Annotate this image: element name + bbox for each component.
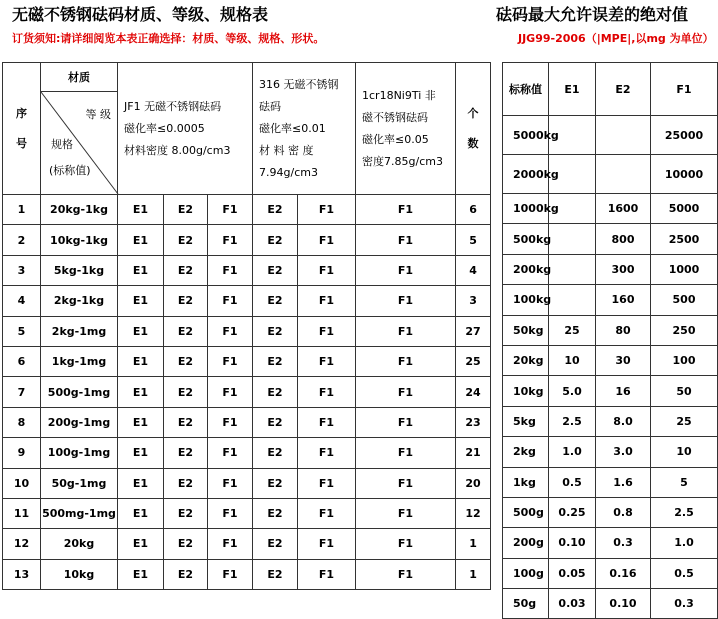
table-cell: E1 xyxy=(118,468,164,498)
table-cell: F1 xyxy=(356,255,456,285)
table-cell: E1 xyxy=(118,286,164,316)
table-cell: E2 xyxy=(253,407,298,437)
table-cell xyxy=(596,116,651,155)
table-cell: E2 xyxy=(164,286,208,316)
table-cell: 30 xyxy=(596,345,651,375)
table-cell: 5 xyxy=(3,316,41,346)
table-row xyxy=(503,558,718,588)
table-cell: 6 xyxy=(456,195,491,225)
table-cell: 250 xyxy=(651,315,718,345)
table-row xyxy=(3,346,491,376)
table-cell: 1 xyxy=(456,529,491,559)
table-cell: 5000kg xyxy=(503,116,549,155)
table-cell: F1 xyxy=(298,195,356,225)
table-cell: 500kg xyxy=(503,224,549,254)
table-cell: 10kg xyxy=(41,559,118,589)
table-cell: 25 xyxy=(549,315,596,345)
table-row xyxy=(503,116,718,155)
table-row xyxy=(503,254,718,284)
table-cell: E1 xyxy=(118,377,164,407)
table-cell: 4 xyxy=(3,286,41,316)
table-cell: 10kg-1kg xyxy=(41,225,118,255)
table-cell: 20 xyxy=(456,468,491,498)
table-cell: 10000 xyxy=(651,155,718,194)
table-cell: F1 xyxy=(356,468,456,498)
table-cell: F1 xyxy=(298,498,356,528)
material-1cr18ni9ti: 1cr18Ni9Ti 非 磁不锈钢砝码 磁化率≤0.05 密度7.85g/cm3 xyxy=(356,63,456,195)
table-cell: 100g-1mg xyxy=(41,438,118,468)
table-cell: F1 xyxy=(208,529,253,559)
table-row xyxy=(3,195,491,225)
table-cell: E2 xyxy=(253,286,298,316)
table-cell: E2 xyxy=(164,529,208,559)
table-cell: 25000 xyxy=(651,116,718,155)
table-cell: 1.6 xyxy=(596,467,651,497)
table-cell: E2 xyxy=(253,498,298,528)
material-header: 材质 xyxy=(41,63,118,92)
table-cell: 12 xyxy=(3,529,41,559)
table-cell: F1 xyxy=(356,377,456,407)
table-row xyxy=(3,377,491,407)
table-cell: F1 xyxy=(208,377,253,407)
table-cell: E1 xyxy=(118,255,164,285)
table-cell: 500 xyxy=(651,285,718,315)
table-cell: 20kg xyxy=(41,529,118,559)
table-cell: E2 xyxy=(164,255,208,285)
table-row xyxy=(3,286,491,316)
table-row xyxy=(503,224,718,254)
table-cell: 1600 xyxy=(596,194,651,224)
grade-spec-header: 等 级 规格 (标称值) xyxy=(41,92,118,195)
table-cell: F1 xyxy=(298,255,356,285)
table-cell: 2000kg xyxy=(503,155,549,194)
table-cell: 50g-1mg xyxy=(41,468,118,498)
table-cell: 24 xyxy=(456,377,491,407)
table-cell: E2 xyxy=(253,346,298,376)
table-cell: 1000kg xyxy=(503,194,549,224)
table-cell: 0.25 xyxy=(549,497,596,527)
table-cell: 800 xyxy=(596,224,651,254)
table-cell xyxy=(549,254,596,284)
table-cell: 2kg xyxy=(503,437,549,467)
table-cell: E1 xyxy=(118,316,164,346)
table-cell: 3 xyxy=(3,255,41,285)
table-cell: 2kg-1kg xyxy=(41,286,118,316)
table-cell: 1 xyxy=(3,195,41,225)
table-cell: 2 xyxy=(3,225,41,255)
table-cell: E1 xyxy=(118,225,164,255)
table-cell: 20kg xyxy=(503,345,549,375)
table-cell: 500g xyxy=(503,497,549,527)
material-316: 316 无磁不锈钢 砝码 磁化率≤0.01 材 料 密 度 7.94g/cm3 xyxy=(253,63,356,195)
table-cell: 0.5 xyxy=(651,558,718,588)
table-cell: F1 xyxy=(356,529,456,559)
table-cell: F1 xyxy=(298,468,356,498)
table-cell: E2 xyxy=(253,438,298,468)
table-row xyxy=(3,529,491,559)
table-cell: F1 xyxy=(356,195,456,225)
table-cell: F1 xyxy=(298,316,356,346)
table-cell: 8.0 xyxy=(596,406,651,436)
table-cell: 3 xyxy=(456,286,491,316)
table-row xyxy=(503,528,718,558)
table-cell: 0.10 xyxy=(549,528,596,558)
table-cell: E2 xyxy=(164,559,208,589)
table-cell: 5kg-1kg xyxy=(41,255,118,285)
table-cell: E2 xyxy=(164,346,208,376)
table-cell: 5.0 xyxy=(549,376,596,406)
table-cell: F1 xyxy=(356,225,456,255)
table-cell: 16 xyxy=(596,376,651,406)
table-cell: 27 xyxy=(456,316,491,346)
table-cell: 80 xyxy=(596,315,651,345)
table-row xyxy=(503,589,718,619)
table-row xyxy=(3,255,491,285)
table-cell: 12 xyxy=(456,498,491,528)
table-row xyxy=(503,194,718,224)
table-cell: 20kg-1kg xyxy=(41,195,118,225)
table-cell: 0.3 xyxy=(651,589,718,619)
table-cell: 5 xyxy=(651,467,718,497)
table-cell: 23 xyxy=(456,407,491,437)
table-cell: F1 xyxy=(208,225,253,255)
table-cell: 100 xyxy=(651,345,718,375)
table-cell: E2 xyxy=(164,468,208,498)
table-cell: 50g xyxy=(503,589,549,619)
table-cell: F1 xyxy=(208,346,253,376)
table-cell: E2 xyxy=(253,316,298,346)
table-row xyxy=(503,315,718,345)
count-header: 个数 xyxy=(456,63,491,195)
table-cell: E1 xyxy=(118,559,164,589)
table-cell: 0.3 xyxy=(596,528,651,558)
table-cell: E2 xyxy=(253,377,298,407)
table-cell: F1 xyxy=(208,316,253,346)
table-cell: E2 xyxy=(164,195,208,225)
table-cell: 7 xyxy=(3,377,41,407)
table-cell: E2 xyxy=(253,468,298,498)
table-cell: E1 xyxy=(118,438,164,468)
table-cell: 10 xyxy=(3,468,41,498)
table-cell: 100g xyxy=(503,558,549,588)
spec-table xyxy=(2,62,491,590)
table-cell: 5000 xyxy=(651,194,718,224)
table-cell: F1 xyxy=(356,407,456,437)
table-row xyxy=(3,498,491,528)
table-row xyxy=(503,467,718,497)
table-cell: 6 xyxy=(3,346,41,376)
table-cell: 50kg xyxy=(503,315,549,345)
table-cell: F1 xyxy=(298,438,356,468)
table-cell: 13 xyxy=(3,559,41,589)
order-note: 订货须知:请详细阅览本表正确选择：材质、等级、规格、形状。 xyxy=(12,32,325,45)
table-cell: 10 xyxy=(549,345,596,375)
table-cell: E2 xyxy=(164,438,208,468)
table-cell: F1 xyxy=(208,255,253,285)
table-row xyxy=(503,285,718,315)
table-cell: 2.5 xyxy=(651,497,718,527)
table-cell: 1.0 xyxy=(651,528,718,558)
table-cell: 25 xyxy=(651,406,718,436)
table-cell: E2 xyxy=(253,529,298,559)
table-cell: E1 xyxy=(118,498,164,528)
table-cell: E2 xyxy=(164,407,208,437)
table-row xyxy=(3,407,491,437)
table-cell: 1000 xyxy=(651,254,718,284)
table-cell: F1 xyxy=(298,225,356,255)
table-cell: E2 xyxy=(253,559,298,589)
header-e2: E2 xyxy=(596,63,651,116)
table-row xyxy=(503,345,718,375)
table-cell: F1 xyxy=(356,346,456,376)
table-cell: F1 xyxy=(298,559,356,589)
table-row xyxy=(503,497,718,527)
table-cell: 25 xyxy=(456,346,491,376)
table-cell: 0.16 xyxy=(596,558,651,588)
header-e1: E1 xyxy=(549,63,596,116)
table-cell: 4 xyxy=(456,255,491,285)
table-cell: F1 xyxy=(298,407,356,437)
table-cell: 11 xyxy=(3,498,41,528)
header-f1: F1 xyxy=(651,63,718,116)
table-cell: 8 xyxy=(3,407,41,437)
table-cell: E2 xyxy=(253,195,298,225)
table-row xyxy=(3,316,491,346)
table-cell: 200g-1mg xyxy=(41,407,118,437)
table-cell: 200kg xyxy=(503,254,549,284)
table-cell: 0.8 xyxy=(596,497,651,527)
table-cell: F1 xyxy=(208,498,253,528)
table-cell: 0.5 xyxy=(549,467,596,497)
table-cell: E1 xyxy=(118,529,164,559)
table-cell: E2 xyxy=(253,225,298,255)
table-cell: E1 xyxy=(118,407,164,437)
table-cell: E1 xyxy=(118,195,164,225)
table-cell: F1 xyxy=(208,286,253,316)
mpe-note: JJG99-2006（|MPE|,以mg 为单位） xyxy=(518,32,714,45)
table-cell: F1 xyxy=(208,407,253,437)
table-cell: 50 xyxy=(651,376,718,406)
table-cell: F1 xyxy=(208,559,253,589)
table-row xyxy=(503,406,718,436)
table-cell: 2.5 xyxy=(549,406,596,436)
table-cell: 0.05 xyxy=(549,558,596,588)
table-cell: 9 xyxy=(3,438,41,468)
table-cell: E2 xyxy=(164,316,208,346)
table-cell: 500g-1mg xyxy=(41,377,118,407)
table-cell: 3.0 xyxy=(596,437,651,467)
table-row xyxy=(503,155,718,194)
material-jf1: JF1 无磁不锈钢砝码 磁化率≤0.0005 材料密度 8.00g/cm3 xyxy=(118,63,253,195)
page-title: 无磁不锈钢砝码材质、等级、规格表 xyxy=(12,5,269,24)
table-cell: 160 xyxy=(596,285,651,315)
mpe-title: 砝码最大允许误差的绝对值 xyxy=(496,5,689,24)
table-cell: F1 xyxy=(356,286,456,316)
table-cell: E2 xyxy=(164,498,208,528)
table-cell: 1kg-1mg xyxy=(41,346,118,376)
table-cell: F1 xyxy=(298,346,356,376)
table-cell: 2kg-1mg xyxy=(41,316,118,346)
table-cell: 10kg xyxy=(503,376,549,406)
table-cell: 1.0 xyxy=(549,437,596,467)
table-cell: F1 xyxy=(208,438,253,468)
table-cell xyxy=(596,155,651,194)
table-cell: F1 xyxy=(298,377,356,407)
table-cell: E2 xyxy=(164,377,208,407)
index-header: 序号 xyxy=(3,63,41,195)
table-row xyxy=(3,468,491,498)
table-row xyxy=(503,376,718,406)
mpe-table xyxy=(502,62,718,619)
table-cell: F1 xyxy=(356,559,456,589)
table-cell: 200g xyxy=(503,528,549,558)
table-cell: E2 xyxy=(253,255,298,285)
table-cell: 300 xyxy=(596,254,651,284)
header-nominal: 标称值 xyxy=(503,63,549,116)
table-cell: 10 xyxy=(651,437,718,467)
table-cell: 1 xyxy=(456,559,491,589)
table-cell: 0.03 xyxy=(549,589,596,619)
table-cell xyxy=(549,285,596,315)
table-cell: 1kg xyxy=(503,467,549,497)
table-cell: F1 xyxy=(208,195,253,225)
table-cell: F1 xyxy=(356,316,456,346)
table-row xyxy=(3,225,491,255)
table-cell: 100kg xyxy=(503,285,549,315)
table-cell: F1 xyxy=(208,468,253,498)
table-cell xyxy=(549,224,596,254)
table-cell: F1 xyxy=(356,438,456,468)
table-cell: 5 xyxy=(456,225,491,255)
table-cell: 5kg xyxy=(503,406,549,436)
table-cell: 500mg-1mg xyxy=(41,498,118,528)
table-row xyxy=(3,559,491,589)
table-cell: F1 xyxy=(298,529,356,559)
table-cell: 21 xyxy=(456,438,491,468)
table-cell: 0.10 xyxy=(596,589,651,619)
table-row xyxy=(503,437,718,467)
table-cell: 2500 xyxy=(651,224,718,254)
table-row xyxy=(3,438,491,468)
table-cell: F1 xyxy=(356,498,456,528)
table-cell: E1 xyxy=(118,346,164,376)
table-cell: F1 xyxy=(298,286,356,316)
table-cell: E2 xyxy=(164,225,208,255)
